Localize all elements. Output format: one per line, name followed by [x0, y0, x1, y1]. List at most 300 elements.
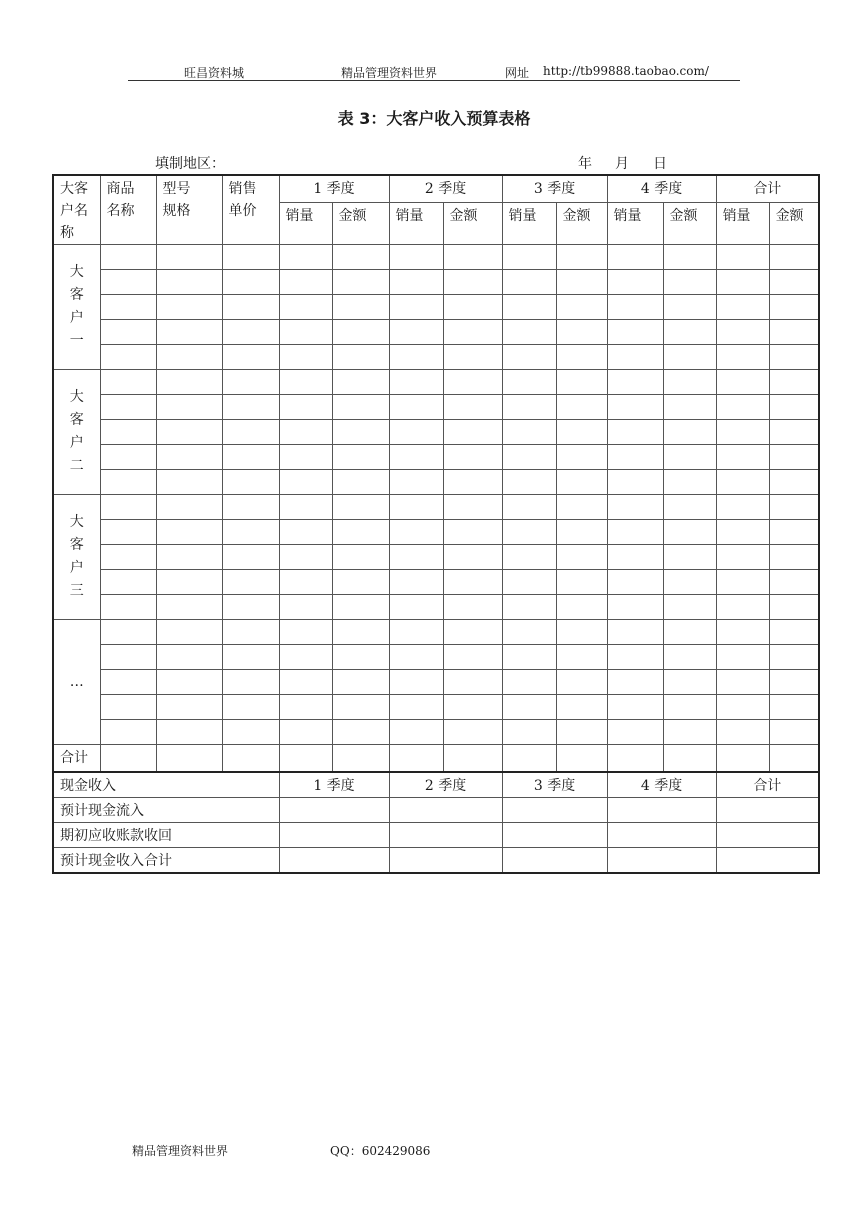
table-cell[interactable]	[100, 270, 156, 295]
table-cell[interactable]	[663, 695, 716, 720]
table-cell[interactable]	[389, 670, 443, 695]
table-cell[interactable]	[607, 470, 663, 495]
table-cell[interactable]	[556, 645, 607, 670]
table-cell[interactable]	[663, 520, 716, 545]
table-cell[interactable]	[716, 570, 769, 595]
table-cell[interactable]	[156, 395, 222, 420]
table-cell[interactable]	[279, 595, 332, 620]
table-cell[interactable]	[100, 520, 156, 545]
table-cell[interactable]	[716, 245, 769, 270]
table-cell[interactable]	[443, 420, 502, 445]
cash-cell[interactable]	[279, 823, 389, 848]
table-cell[interactable]	[443, 345, 502, 370]
table-cell[interactable]	[502, 245, 556, 270]
table-cell[interactable]	[389, 520, 443, 545]
table-cell[interactable]	[502, 520, 556, 545]
table-cell[interactable]	[156, 645, 222, 670]
table-cell[interactable]	[332, 645, 389, 670]
table-cell[interactable]	[716, 370, 769, 395]
table-cell[interactable]	[389, 370, 443, 395]
table-cell[interactable]	[607, 345, 663, 370]
table-cell[interactable]	[222, 395, 279, 420]
table-cell[interactable]	[279, 620, 332, 645]
total-row	[53, 745, 819, 773]
table-cell[interactable]	[100, 695, 156, 720]
table-cell[interactable]	[443, 570, 502, 595]
table-cell[interactable]	[389, 545, 443, 570]
table-cell[interactable]	[663, 720, 716, 745]
cash-cell[interactable]	[389, 848, 502, 874]
table-cell[interactable]	[156, 520, 222, 545]
date-day-label: 日	[653, 156, 667, 172]
table-cell[interactable]	[332, 245, 389, 270]
header-url[interactable]: http://tb99888.taobao.com/	[543, 64, 709, 78]
table-cell[interactable]	[156, 695, 222, 720]
table-cell[interactable]	[389, 320, 443, 345]
table-cell[interactable]	[502, 570, 556, 595]
table-cell[interactable]	[607, 445, 663, 470]
table-cell[interactable]	[389, 470, 443, 495]
cash-cell[interactable]	[716, 848, 819, 874]
table-cell[interactable]	[443, 395, 502, 420]
table-cell[interactable]	[769, 295, 819, 320]
table-cell[interactable]	[556, 395, 607, 420]
table-cell[interactable]	[556, 670, 607, 695]
table-cell[interactable]	[556, 295, 607, 320]
table-cell[interactable]	[100, 370, 156, 395]
table-cell[interactable]	[156, 345, 222, 370]
table-cell[interactable]	[769, 520, 819, 545]
table-cell[interactable]	[769, 495, 819, 520]
table-cell[interactable]	[389, 595, 443, 620]
table-cell[interactable]	[279, 520, 332, 545]
table-cell[interactable]	[389, 345, 443, 370]
table-cell[interactable]	[332, 470, 389, 495]
table-cell[interactable]	[769, 620, 819, 645]
table-cell[interactable]	[607, 270, 663, 295]
table-cell[interactable]	[389, 495, 443, 520]
table-cell[interactable]	[502, 545, 556, 570]
table-cell[interactable]	[556, 570, 607, 595]
table-cell[interactable]	[716, 320, 769, 345]
table-cell[interactable]	[607, 545, 663, 570]
table-cell[interactable]	[156, 745, 222, 773]
table-cell[interactable]	[222, 445, 279, 470]
table-cell[interactable]	[663, 470, 716, 495]
table-cell[interactable]	[502, 345, 556, 370]
table-cell[interactable]	[156, 370, 222, 395]
table-cell[interactable]	[443, 295, 502, 320]
table-cell[interactable]	[443, 520, 502, 545]
table-cell[interactable]	[443, 695, 502, 720]
table-cell[interactable]	[279, 445, 332, 470]
table-cell[interactable]	[716, 745, 769, 773]
table-cell[interactable]	[607, 370, 663, 395]
table-cell[interactable]	[716, 695, 769, 720]
table-cell[interactable]	[222, 245, 279, 270]
table-cell[interactable]	[663, 420, 716, 445]
table-cell[interactable]	[389, 720, 443, 745]
table-cell[interactable]	[279, 370, 332, 395]
table-cell[interactable]	[222, 345, 279, 370]
table-cell[interactable]	[156, 720, 222, 745]
table-cell[interactable]	[100, 320, 156, 345]
table-cell[interactable]	[332, 370, 389, 395]
table-cell[interactable]	[156, 420, 222, 445]
table-cell[interactable]	[556, 270, 607, 295]
table-cell[interactable]	[502, 445, 556, 470]
cash-cell[interactable]	[502, 823, 607, 848]
table-cell[interactable]	[389, 695, 443, 720]
table-cell[interactable]	[443, 645, 502, 670]
table-cell[interactable]	[502, 320, 556, 345]
table-cell[interactable]	[556, 320, 607, 345]
table-cell[interactable]	[100, 295, 156, 320]
table-cell[interactable]	[100, 345, 156, 370]
col-header-product: 商品 名称	[100, 175, 156, 245]
cash-quarter-header: 1 季度	[279, 772, 389, 798]
table-cell[interactable]	[443, 720, 502, 745]
table-cell[interactable]	[716, 345, 769, 370]
table-cell[interactable]	[332, 345, 389, 370]
table-cell[interactable]	[769, 345, 819, 370]
table-cell[interactable]	[443, 670, 502, 695]
table-cell[interactable]	[663, 270, 716, 295]
table-cell[interactable]	[769, 745, 819, 773]
table-cell[interactable]	[716, 595, 769, 620]
table-cell[interactable]	[769, 270, 819, 295]
table-cell[interactable]	[332, 520, 389, 545]
cash-cell[interactable]	[607, 798, 716, 823]
table-cell[interactable]	[556, 245, 607, 270]
table-cell[interactable]	[279, 420, 332, 445]
table-cell[interactable]	[769, 395, 819, 420]
table-cell[interactable]	[716, 495, 769, 520]
table-cell[interactable]	[502, 670, 556, 695]
table-cell[interactable]	[222, 720, 279, 745]
table-cell[interactable]	[332, 295, 389, 320]
cash-cell[interactable]	[279, 798, 389, 823]
cash-cell[interactable]	[389, 798, 502, 823]
cash-cell[interactable]	[389, 823, 502, 848]
table-cell[interactable]	[443, 320, 502, 345]
table-cell[interactable]	[156, 320, 222, 345]
table-cell[interactable]	[556, 620, 607, 645]
table-cell[interactable]	[502, 745, 556, 773]
table-cell[interactable]	[100, 620, 156, 645]
cash-cell[interactable]	[716, 823, 819, 848]
table-cell[interactable]	[279, 245, 332, 270]
table-cell[interactable]	[556, 420, 607, 445]
table-cell[interactable]	[156, 570, 222, 595]
table-cell[interactable]	[222, 570, 279, 595]
table-cell[interactable]	[332, 495, 389, 520]
table-cell[interactable]	[502, 645, 556, 670]
table-cell[interactable]	[607, 295, 663, 320]
table-cell[interactable]	[607, 670, 663, 695]
table-cell[interactable]	[222, 695, 279, 720]
table-cell[interactable]	[716, 620, 769, 645]
table-cell[interactable]	[607, 645, 663, 670]
table-cell[interactable]	[556, 520, 607, 545]
table-cell[interactable]	[443, 745, 502, 773]
table-cell[interactable]	[502, 595, 556, 620]
table-cell[interactable]	[279, 495, 332, 520]
table-cell[interactable]	[332, 445, 389, 470]
table-cell[interactable]	[279, 695, 332, 720]
table-cell[interactable]	[332, 395, 389, 420]
table-cell[interactable]	[443, 270, 502, 295]
table-cell[interactable]	[100, 245, 156, 270]
table-cell[interactable]	[389, 395, 443, 420]
table-cell[interactable]	[607, 245, 663, 270]
table-cell[interactable]	[279, 345, 332, 370]
table-cell[interactable]	[222, 520, 279, 545]
table-cell[interactable]	[663, 395, 716, 420]
table-cell[interactable]	[332, 595, 389, 620]
table-cell[interactable]	[556, 695, 607, 720]
table-cell[interactable]	[100, 395, 156, 420]
table-cell[interactable]	[607, 395, 663, 420]
table-cell[interactable]	[769, 420, 819, 445]
table-cell[interactable]	[156, 495, 222, 520]
table-cell[interactable]	[716, 395, 769, 420]
table-cell[interactable]	[607, 695, 663, 720]
table-cell[interactable]	[332, 545, 389, 570]
table-cell[interactable]	[607, 520, 663, 545]
table-cell[interactable]	[100, 670, 156, 695]
table-cell[interactable]	[769, 470, 819, 495]
table-cell[interactable]	[100, 420, 156, 445]
table-cell[interactable]	[389, 420, 443, 445]
footer-qq: QQ：602429086	[330, 1144, 431, 1158]
table-cell[interactable]	[222, 545, 279, 570]
table-cell[interactable]	[663, 445, 716, 470]
table-cell[interactable]	[607, 720, 663, 745]
table-cell[interactable]	[769, 545, 819, 570]
table-cell[interactable]	[279, 545, 332, 570]
table-cell[interactable]	[607, 320, 663, 345]
table-cell[interactable]	[769, 570, 819, 595]
table-cell[interactable]	[443, 620, 502, 645]
table-cell[interactable]	[556, 495, 607, 520]
table-cell[interactable]	[663, 745, 716, 773]
table-cell[interactable]	[502, 295, 556, 320]
table-cell[interactable]	[716, 670, 769, 695]
table-cell[interactable]	[663, 320, 716, 345]
table-cell[interactable]	[556, 470, 607, 495]
table-cell[interactable]	[769, 645, 819, 670]
table-row	[53, 545, 819, 570]
table-cell[interactable]	[156, 270, 222, 295]
table-cell[interactable]	[389, 270, 443, 295]
table-cell[interactable]	[100, 545, 156, 570]
table-cell[interactable]	[716, 720, 769, 745]
table-cell[interactable]	[663, 370, 716, 395]
table-cell[interactable]	[222, 320, 279, 345]
table-cell[interactable]	[556, 345, 607, 370]
table-cell[interactable]	[443, 370, 502, 395]
table-cell[interactable]	[222, 670, 279, 695]
customer-group-label: 大 客 户 一	[53, 245, 100, 370]
table-cell[interactable]	[663, 645, 716, 670]
table-cell[interactable]	[716, 470, 769, 495]
table-cell[interactable]	[279, 720, 332, 745]
table-cell[interactable]	[502, 420, 556, 445]
table-cell[interactable]	[769, 245, 819, 270]
table-cell[interactable]	[502, 695, 556, 720]
table-cell[interactable]	[502, 495, 556, 520]
table-cell[interactable]	[389, 620, 443, 645]
table-cell[interactable]	[279, 670, 332, 695]
table-cell[interactable]	[332, 620, 389, 645]
table-cell[interactable]	[663, 495, 716, 520]
table-cell[interactable]	[100, 645, 156, 670]
cash-cell[interactable]	[502, 848, 607, 874]
table-cell[interactable]	[389, 445, 443, 470]
cash-cell[interactable]	[279, 848, 389, 874]
cash-cell[interactable]	[502, 798, 607, 823]
table-cell[interactable]	[279, 395, 332, 420]
table-cell[interactable]	[556, 595, 607, 620]
table-cell[interactable]	[279, 470, 332, 495]
table-cell[interactable]	[222, 470, 279, 495]
table-cell[interactable]	[716, 520, 769, 545]
table-cell[interactable]	[443, 545, 502, 570]
table-cell[interactable]	[443, 245, 502, 270]
table-cell[interactable]	[663, 345, 716, 370]
table-cell[interactable]	[279, 295, 332, 320]
table-cell[interactable]	[389, 745, 443, 773]
table-cell[interactable]	[279, 745, 332, 773]
table-cell[interactable]	[389, 245, 443, 270]
table-cell[interactable]	[332, 570, 389, 595]
table-cell[interactable]	[502, 395, 556, 420]
table-cell[interactable]	[222, 370, 279, 395]
table-cell[interactable]	[389, 645, 443, 670]
table-cell[interactable]	[332, 745, 389, 773]
table-cell[interactable]	[716, 270, 769, 295]
table-cell[interactable]	[769, 320, 819, 345]
table-cell[interactable]	[607, 495, 663, 520]
table-cell[interactable]	[156, 620, 222, 645]
table-cell[interactable]	[769, 695, 819, 720]
date-month-label: 月	[615, 156, 629, 172]
cash-quarter-header: 合计	[716, 772, 819, 798]
table-cell[interactable]	[556, 745, 607, 773]
table-cell[interactable]	[716, 645, 769, 670]
cash-cell[interactable]	[716, 798, 819, 823]
table-cell[interactable]	[556, 720, 607, 745]
table-cell[interactable]	[222, 420, 279, 445]
table-cell[interactable]	[769, 720, 819, 745]
table-cell[interactable]	[663, 295, 716, 320]
table-cell[interactable]	[279, 645, 332, 670]
sub-header-qty: 销量	[607, 203, 663, 245]
table-cell[interactable]	[100, 720, 156, 745]
table-cell[interactable]	[100, 445, 156, 470]
table-cell[interactable]	[769, 370, 819, 395]
table-cell[interactable]	[607, 595, 663, 620]
table-cell[interactable]	[716, 445, 769, 470]
table-cell[interactable]	[443, 445, 502, 470]
table-cell[interactable]	[100, 495, 156, 520]
table-cell[interactable]	[222, 295, 279, 320]
table-cell[interactable]	[156, 545, 222, 570]
table-cell[interactable]	[556, 445, 607, 470]
table-cell[interactable]	[100, 745, 156, 773]
table-cell[interactable]	[100, 595, 156, 620]
table-cell[interactable]	[100, 570, 156, 595]
table-cell[interactable]	[443, 595, 502, 620]
quarter-header-1: 1 季度	[279, 175, 389, 203]
table-cell[interactable]	[332, 720, 389, 745]
table-cell[interactable]	[279, 320, 332, 345]
table-cell[interactable]	[279, 270, 332, 295]
table-cell[interactable]	[222, 595, 279, 620]
table-cell[interactable]	[332, 420, 389, 445]
table-cell[interactable]	[716, 295, 769, 320]
table-cell[interactable]	[502, 370, 556, 395]
table-cell[interactable]	[222, 645, 279, 670]
cash-cell[interactable]	[607, 848, 716, 874]
table-cell[interactable]	[607, 570, 663, 595]
table-cell[interactable]	[156, 595, 222, 620]
table-cell[interactable]	[279, 570, 332, 595]
table-cell[interactable]	[502, 620, 556, 645]
table-cell[interactable]	[332, 670, 389, 695]
table-cell[interactable]	[607, 745, 663, 773]
table-cell[interactable]	[716, 420, 769, 445]
table-cell[interactable]	[332, 320, 389, 345]
table-cell[interactable]	[663, 670, 716, 695]
table-cell[interactable]	[663, 620, 716, 645]
table-cell[interactable]	[389, 295, 443, 320]
table-cell[interactable]	[100, 470, 156, 495]
table-cell[interactable]	[663, 595, 716, 620]
table-cell[interactable]	[332, 695, 389, 720]
table-cell[interactable]	[769, 445, 819, 470]
table-cell[interactable]	[222, 745, 279, 773]
table-cell[interactable]	[502, 470, 556, 495]
table-cell[interactable]	[332, 270, 389, 295]
cash-cell[interactable]	[607, 823, 716, 848]
table-cell[interactable]	[716, 545, 769, 570]
table-cell[interactable]	[156, 470, 222, 495]
table-cell[interactable]	[222, 495, 279, 520]
table-cell[interactable]	[556, 545, 607, 570]
table-cell[interactable]	[443, 495, 502, 520]
table-cell[interactable]	[156, 445, 222, 470]
table-cell[interactable]	[663, 545, 716, 570]
table-cell[interactable]	[502, 270, 556, 295]
table-cell[interactable]	[389, 570, 443, 595]
table-cell[interactable]	[663, 570, 716, 595]
table-cell[interactable]	[156, 670, 222, 695]
table-cell[interactable]	[607, 620, 663, 645]
table-cell[interactable]	[222, 620, 279, 645]
table-cell[interactable]	[156, 295, 222, 320]
table-cell[interactable]	[607, 420, 663, 445]
table-cell[interactable]	[156, 245, 222, 270]
table-cell[interactable]	[769, 670, 819, 695]
table-cell[interactable]	[502, 720, 556, 745]
table-cell[interactable]	[769, 595, 819, 620]
table-cell[interactable]	[663, 245, 716, 270]
table-cell[interactable]	[222, 270, 279, 295]
table-cell[interactable]	[556, 370, 607, 395]
table-cell[interactable]	[443, 470, 502, 495]
